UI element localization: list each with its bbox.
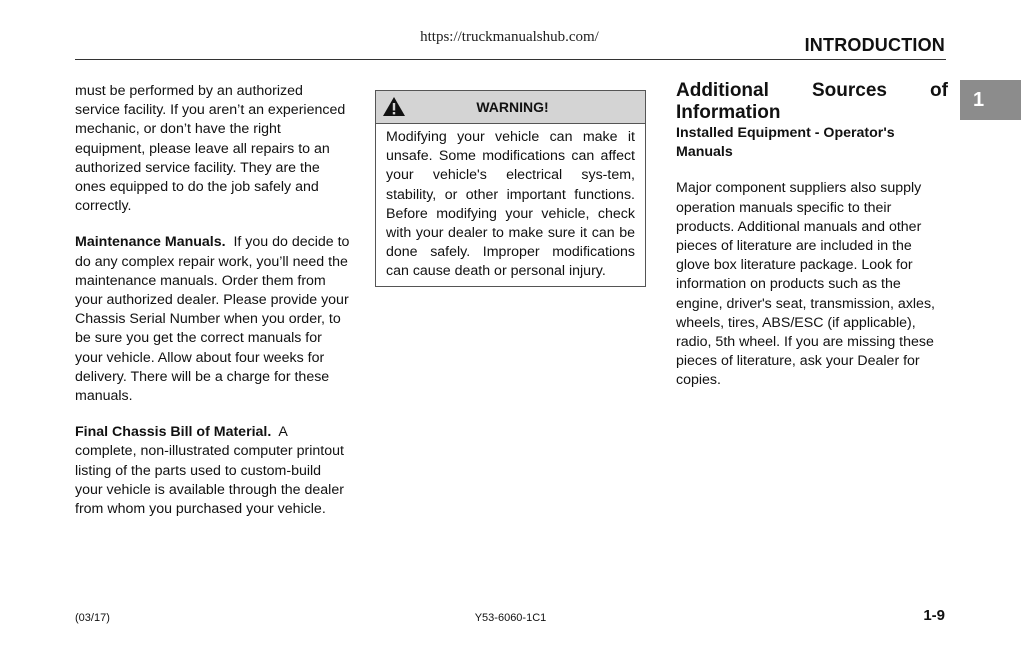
source-url[interactable]: https://truckmanualshub.com/ <box>420 29 599 45</box>
additional-sources-heading: Additional Sources of Information <box>676 80 948 123</box>
footer-doc-number: Y53-6060-1C1 <box>474 612 547 624</box>
warning-header <box>376 91 645 124</box>
maintenance-lead: Maintenance Manuals. <box>75 234 226 251</box>
maintenance-paragraph <box>75 233 350 406</box>
installed-equipment-paragraph: Major component suppliers also supply operation manuals specific to their products. Additional manuals and other pieces of literature are included in the glove box literature package. Look for information on products such as the engine, driver's seat, transmission, axles, wheels, tires, ABS/ESC (if applicable), radio, 5th wheel. If you are missing these pieces of literature, ask your Dealer for copies. <box>676 180 935 389</box>
maintenance-text: If you do decide to do any complex repair work, you’ll need the maintenance manuals. Order them from your authorized dealer. Please provide your Chassis Serial Number when you order, to be sure you get the correct manuals for your vehicle. Allow about four weeks for delivery. There will be a charge for these manuals. <box>75 234 350 405</box>
bom-text: A complete, non-illustrated computer printout listing of the parts used to custom-build your vehicle is available through the dealer from whom you purchased your vehicle. <box>75 424 344 518</box>
warning-body: Modifying your vehicle can make it unsafe. Some modifications can affect your vehicle's electrical sys-tem, stability, or other important functions. Before modifying your vehicle, check with your dealer to make sure it can be done safely. Improper modifications can cause death or personal injury. <box>386 129 635 280</box>
header-divider <box>75 59 946 60</box>
page-number: 1-9 <box>923 607 945 624</box>
bom-paragraph <box>75 423 350 519</box>
installed-equipment-subheading: Installed Equipment - Operator's Manuals <box>676 125 895 161</box>
warning-title: WARNING! <box>476 99 549 115</box>
footer-date: (03/17) <box>75 612 110 624</box>
bom-lead: Final Chassis Bill of Material. <box>75 424 272 441</box>
section-title: INTRODUCTION <box>804 35 945 55</box>
right-column <box>676 80 948 391</box>
left-column <box>75 82 350 519</box>
chapter-tab: 1 <box>960 80 1021 120</box>
warning-box <box>375 90 646 287</box>
intro-paragraph: must be performed by an authorized service facility. If you aren’t an experienced mechanic, or don’t have the right equipment, please leave all repairs to an authorized service facility. They are the ones equipped to do the job safely and correctly. <box>75 83 346 215</box>
